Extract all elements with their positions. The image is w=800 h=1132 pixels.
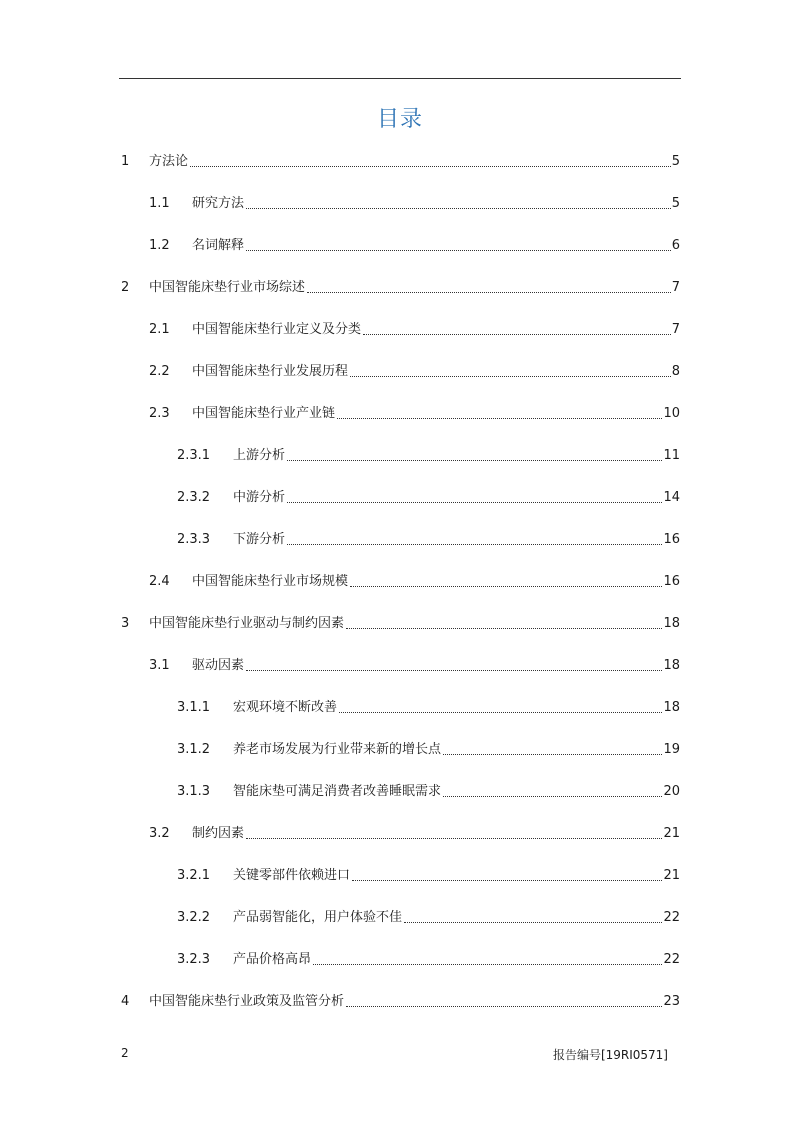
toc-entry-page: 23 (663, 994, 680, 1009)
toc-entry-page: 16 (663, 532, 680, 547)
toc-dot-leader (313, 964, 662, 965)
toc-entry[interactable] (149, 192, 680, 212)
toc-entry-page: 7 (671, 280, 680, 295)
toc-dot-leader (443, 796, 662, 797)
toc-entry-label: 智能床垫可满足消费者改善睡眠需求 (233, 784, 442, 799)
toc-dot-leader (363, 334, 671, 335)
toc-entry-page: 5 (671, 196, 680, 211)
toc-dot-leader (346, 628, 662, 629)
toc-entry-number: 1.1 (149, 196, 170, 211)
toc-entry-number: 2 (121, 280, 130, 295)
toc-entry-number: 3.1.2 (177, 742, 211, 757)
toc-entry-number: 3.1.3 (177, 784, 211, 799)
toc-dot-leader (246, 250, 671, 251)
toc-entry-number: 2.3.2 (177, 490, 211, 505)
toc-entry[interactable] (121, 612, 680, 632)
toc-entry-page: 8 (671, 364, 680, 379)
header-rule (119, 78, 681, 79)
toc-entry[interactable] (149, 570, 680, 590)
toc-entry-label: 中游分析 (233, 490, 286, 505)
toc-entry[interactable] (177, 696, 680, 716)
toc-entry-label: 宏观环境不断改善 (233, 700, 338, 715)
toc-dot-leader (346, 1006, 662, 1007)
toc-entry-number: 2.1 (149, 322, 170, 337)
footer-report-id: 报告编号[19RI0571] (552, 1048, 668, 1062)
toc-entry[interactable] (121, 150, 680, 170)
toc-entry-page: 6 (671, 238, 680, 253)
toc-entry-number: 2.3 (149, 406, 170, 421)
toc-dot-leader (337, 418, 662, 419)
toc-entry[interactable] (149, 822, 680, 842)
toc-entry[interactable] (149, 360, 680, 380)
toc-entry-page: 22 (663, 952, 680, 967)
toc-entry-label: 上游分析 (233, 448, 286, 463)
toc-entry-number: 3.2.3 (177, 952, 211, 967)
toc-entry[interactable] (177, 738, 680, 758)
toc-entry-label: 中国智能床垫行业驱动与制约因素 (149, 616, 345, 631)
toc-entry-label: 中国智能床垫行业政策及监管分析 (149, 994, 345, 1009)
toc-entry-number: 2.3.3 (177, 532, 211, 547)
footer-page-number: 2 (121, 1046, 129, 1060)
toc-entry-label: 中国智能床垫行业发展历程 (192, 364, 349, 379)
toc-entry[interactable] (177, 780, 680, 800)
toc-dot-leader (443, 754, 662, 755)
toc-entry-number: 4 (121, 994, 130, 1009)
toc-entry[interactable] (177, 444, 680, 464)
toc-dot-leader (350, 586, 662, 587)
toc-entry-number: 3.2.1 (177, 868, 211, 883)
toc-entry[interactable] (177, 528, 680, 548)
toc-entry-number: 3 (121, 616, 130, 631)
toc-entry-page: 18 (663, 616, 680, 631)
toc-entry-label: 研究方法 (192, 196, 245, 211)
toc-entry-label: 中国智能床垫行业市场综述 (149, 280, 306, 295)
toc-entry-page: 22 (663, 910, 680, 925)
toc-entry[interactable] (149, 234, 680, 254)
toc-dot-leader (190, 166, 671, 167)
toc-entry-number: 3.2 (149, 826, 170, 841)
toc-dot-leader (246, 208, 671, 209)
toc-entry-page: 20 (663, 784, 680, 799)
toc-entry-label: 关键零部件依赖进口 (233, 868, 351, 883)
toc-entry-number: 3.1 (149, 658, 170, 673)
toc-dot-leader (246, 838, 662, 839)
toc-entry-number: 3.2.2 (177, 910, 211, 925)
toc-entry[interactable] (177, 864, 680, 884)
toc-title: 目录 (376, 107, 423, 132)
toc-entry-page: 19 (663, 742, 680, 757)
toc-entry-page: 21 (663, 868, 680, 883)
toc-entry-label: 养老市场发展为行业带来新的增长点 (233, 742, 442, 757)
toc-entry-label: 中国智能床垫行业产业链 (192, 406, 336, 421)
toc-entry-page: 11 (663, 448, 680, 463)
toc-entry-page: 16 (663, 574, 680, 589)
toc-entry-page: 18 (663, 658, 680, 673)
toc-entry-label: 产品价格高昂 (233, 952, 312, 967)
toc-entry-label: 中国智能床垫行业定义及分类 (192, 322, 362, 337)
toc-dot-leader (339, 712, 662, 713)
toc-entry-label: 驱动因素 (192, 658, 245, 673)
toc-entry-page: 21 (663, 826, 680, 841)
toc-dot-leader (287, 460, 662, 461)
toc-dot-leader (352, 880, 662, 881)
toc-entry-number: 1.2 (149, 238, 170, 253)
toc-entry-number: 2.4 (149, 574, 170, 589)
toc-entry-page: 5 (671, 154, 680, 169)
toc-entry[interactable] (149, 402, 680, 422)
toc-entry-label: 制约因素 (192, 826, 245, 841)
toc-entry-page: 10 (663, 406, 680, 421)
toc-entry-label: 产品弱智能化，用户体验不佳 (233, 910, 403, 925)
toc-entry[interactable] (149, 654, 680, 674)
toc-dot-leader (350, 376, 671, 377)
toc-entry[interactable] (121, 990, 680, 1010)
toc-dot-leader (287, 502, 662, 503)
toc-dot-leader (307, 292, 671, 293)
toc-entry-page: 18 (663, 700, 680, 715)
toc-entry-number: 2.2 (149, 364, 170, 379)
toc-entry[interactable] (177, 948, 680, 968)
toc-entry-label: 方法论 (149, 154, 189, 169)
toc-entry-number: 1 (121, 154, 130, 169)
toc-entry[interactable] (149, 318, 680, 338)
toc-dot-leader (404, 922, 662, 923)
toc-entry-page: 14 (663, 490, 680, 505)
toc-entry-label: 名词解释 (192, 238, 245, 253)
toc-entry-label: 中国智能床垫行业市场规模 (192, 574, 349, 589)
toc-entry[interactable] (121, 276, 680, 296)
toc-entry[interactable] (177, 486, 680, 506)
toc-entry-number: 3.1.1 (177, 700, 211, 715)
toc-entry[interactable] (177, 906, 680, 926)
toc-dot-leader (246, 670, 662, 671)
toc-dot-leader (287, 544, 662, 545)
toc-entry-number: 2.3.1 (177, 448, 211, 463)
toc-entry-label: 下游分析 (233, 532, 286, 547)
toc-entry-page: 7 (671, 322, 680, 337)
